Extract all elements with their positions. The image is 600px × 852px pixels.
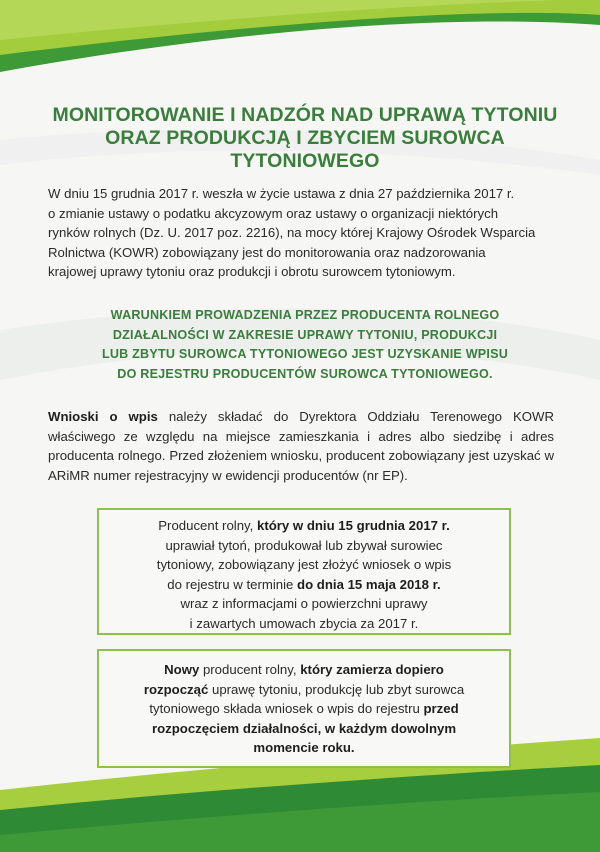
box1-line: uprawiał tytoń, produkował lub zbywał surowiec	[165, 537, 443, 553]
box1-line: i zawartych umowach zbycia za 2017 r.	[189, 615, 419, 631]
box2-bold: który zamierza dopiero	[300, 662, 444, 677]
box2-text: producent rolny,	[199, 662, 301, 677]
box1-deadline: do dnia 15 maja 2018 r.	[297, 576, 441, 592]
box1-text: do rejestru w terminie	[167, 576, 298, 592]
title-line-2: ORAZ PRODUKCJĄ I ZBYCIEM SUROWCA TYTONIOWEGO	[105, 127, 505, 172]
box2-bold: rozpoczęciem działalności, w każdym dowolnym	[151, 720, 457, 736]
existing-producer-box	[97, 508, 511, 635]
box2-text: uprawę tytoniu, produkcję lub zbyt surowca	[208, 681, 465, 697]
intro-line: o zmianie ustawy o podatku akcyzowym oraz ustawy o organizacji niektórych	[48, 205, 499, 221]
box1-text: Producent rolny,	[158, 518, 257, 533]
box1-line: tytoniowy, zobowiązany jest złożyć wniosek o wpis	[156, 557, 452, 572]
box1-bold: który w dniu 15 grudnia 2017 r.	[256, 518, 450, 533]
box2-bold: przed	[423, 701, 459, 716]
box2-bold: rozpocząć	[143, 681, 209, 697]
box2-bold: Nowy	[164, 662, 200, 677]
condition-heading	[55, 306, 555, 384]
intro-line: rynków rolnych (Dz. U. 2017 poz. 2216), na mocy której Krajowy Ośrodek Wsparcia	[48, 225, 536, 240]
box2-bold: momencie roku.	[253, 740, 355, 755]
box2-text: tytoniowego składa wniosek o wpis do rejestru	[149, 701, 424, 716]
title-line-1: MONITOROWANIE I NADZÓR NAD UPRAWĄ TYTONIU	[52, 104, 558, 126]
intro-paragraph	[48, 184, 554, 282]
condition-line: DZIAŁALNOŚCI W ZAKRESIE UPRAWY TYTONIU, PRODUKCJI	[112, 327, 498, 342]
applications-text: należy składać do Dyrektora Oddziału Terenowego KOWR właściwego ze względu na miejsce zamieszkania i adres albo siedzibę i adres producenta rolnego. Przed złożeniem wniosku, producent zobowiązany jest uzyskać w ARiMR numer rejestracyjny w ewidencji producentów (nr EP).	[48, 409, 555, 483]
new-producer-box	[97, 649, 511, 768]
intro-line: Rolnictwa (KOWR) zobowiązany jest do monitorowania oraz nadzorowania	[48, 244, 486, 260]
intro-line: krajowej uprawy tytoniu oraz produkcji i obrotu surowcem tytoniowym.	[48, 264, 456, 279]
applications-lead: Wnioski o wpis	[48, 409, 158, 424]
condition-line: DO REJESTRU PRODUCENTÓW SUROWCA TYTONIOWEGO.	[117, 366, 493, 381]
intro-line: W dniu 15 grudnia 2017 r. weszła w życie ustawa z dnia 27 października 2017 r.	[48, 186, 515, 201]
condition-line: WARUNKIEM PROWADZENIA PRZEZ PRODUCENTA ROLNEGO	[110, 308, 500, 322]
box1-line: wraz z informacjami o powierzchni uprawy	[180, 596, 428, 611]
applications-paragraph	[48, 407, 554, 485]
condition-line: LUB ZBYTU SUROWCA TYTONIOWEGO JEST UZYSKANIE WPISU	[101, 347, 508, 361]
page-title	[40, 104, 570, 173]
